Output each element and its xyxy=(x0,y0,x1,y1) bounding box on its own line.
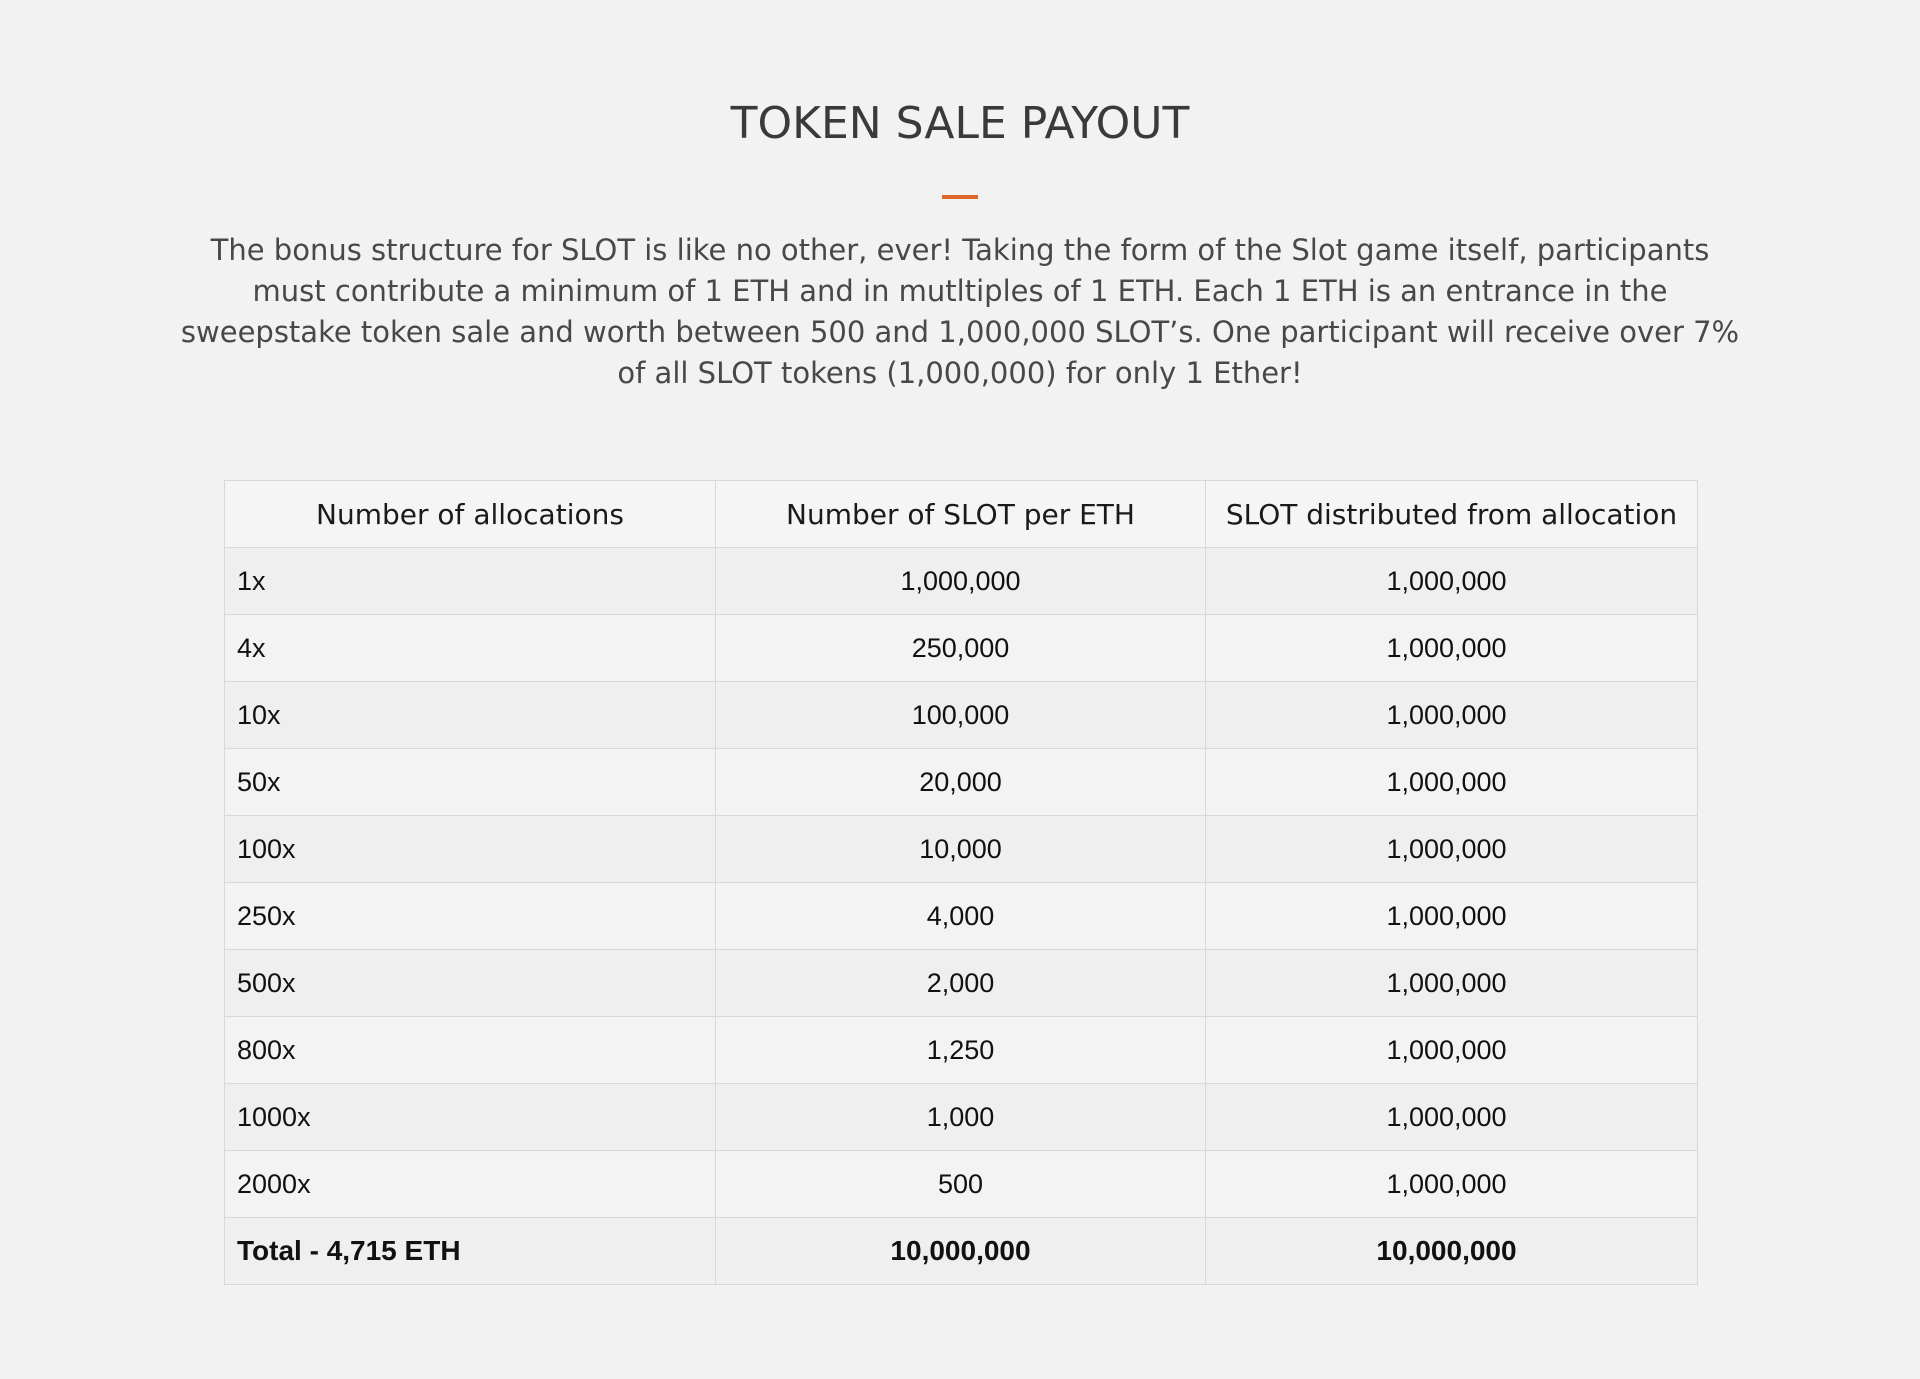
table-row xyxy=(225,749,1698,816)
title-accent-divider xyxy=(942,195,978,199)
allocation-cell: 10x xyxy=(225,682,716,749)
slot-per-eth-cell: 250,000 xyxy=(716,615,1206,682)
payout-table xyxy=(224,480,1698,1285)
table-header-row xyxy=(225,481,1698,548)
table-row xyxy=(225,883,1698,950)
slot-per-eth-cell: 10,000 xyxy=(716,816,1206,883)
table-row xyxy=(225,548,1698,615)
slot-per-eth-cell: 1,000 xyxy=(716,1084,1206,1151)
table-row xyxy=(225,1151,1698,1218)
table-row xyxy=(225,1017,1698,1084)
slot-per-eth-cell: 1,250 xyxy=(716,1017,1206,1084)
slot-per-eth-cell: 500 xyxy=(716,1151,1206,1218)
slot-distributed-cell: 1,000,000 xyxy=(1206,1084,1698,1151)
slot-distributed-cell: 1,000,000 xyxy=(1206,816,1698,883)
column-header-slot-per-eth: Number of SLOT per ETH xyxy=(716,481,1206,548)
slot-per-eth-cell: 20,000 xyxy=(716,749,1206,816)
slot-distributed-cell: 1,000,000 xyxy=(1206,749,1698,816)
slot-distributed-cell: 1,000,000 xyxy=(1206,1017,1698,1084)
slot-distributed-cell: 1,000,000 xyxy=(1206,682,1698,749)
allocation-cell: 4x xyxy=(225,615,716,682)
slot-distributed-cell: 1,000,000 xyxy=(1206,1151,1698,1218)
allocation-cell: 250x xyxy=(225,883,716,950)
column-header-allocations: Number of allocations xyxy=(225,481,716,548)
slot-per-eth-cell: 2,000 xyxy=(716,950,1206,1017)
intro-paragraph: The bonus structure for SLOT is like no other, ever! Taking the form of the Slot game itself, participants must contribute a minimum of 1 ETH and in mutltiples of 1 ETH. Each 1 ETH is an entrance in the sweepstake token sale and worth between 500 and 1,000,000 SLOT’s. One participant will receive over 7% of all SLOT tokens (1,000,000) for only 1 Ether! xyxy=(180,233,1740,390)
table-row xyxy=(225,816,1698,883)
slot-per-eth-cell: 4,000 xyxy=(716,883,1206,950)
total-slot-distributed-cell: 10,000,000 xyxy=(1206,1218,1698,1285)
slot-distributed-cell: 1,000,000 xyxy=(1206,615,1698,682)
payout-table-container xyxy=(224,480,1697,1285)
allocation-cell: 2000x xyxy=(225,1151,716,1218)
slot-per-eth-cell: 100,000 xyxy=(716,682,1206,749)
table-row xyxy=(225,950,1698,1017)
table-total-row xyxy=(225,1218,1698,1285)
slot-per-eth-cell: 1,000,000 xyxy=(716,548,1206,615)
slot-distributed-cell: 1,000,000 xyxy=(1206,883,1698,950)
total-label-cell: Total - 4,715 ETH xyxy=(225,1218,716,1285)
allocation-cell: 500x xyxy=(225,950,716,1017)
column-header-slot-distributed: SLOT distributed from allocation xyxy=(1206,481,1698,548)
page-title: TOKEN SALE PAYOUT xyxy=(730,98,1190,149)
table-row xyxy=(225,1084,1698,1151)
total-slot-per-eth-cell: 10,000,000 xyxy=(716,1218,1206,1285)
slot-distributed-cell: 1,000,000 xyxy=(1206,950,1698,1017)
table-row xyxy=(225,615,1698,682)
allocation-cell: 800x xyxy=(225,1017,716,1084)
allocation-cell: 100x xyxy=(225,816,716,883)
slot-distributed-cell: 1,000,000 xyxy=(1206,548,1698,615)
allocation-cell: 1000x xyxy=(225,1084,716,1151)
allocation-cell: 1x xyxy=(225,548,716,615)
allocation-cell: 50x xyxy=(225,749,716,816)
table-row xyxy=(225,682,1698,749)
